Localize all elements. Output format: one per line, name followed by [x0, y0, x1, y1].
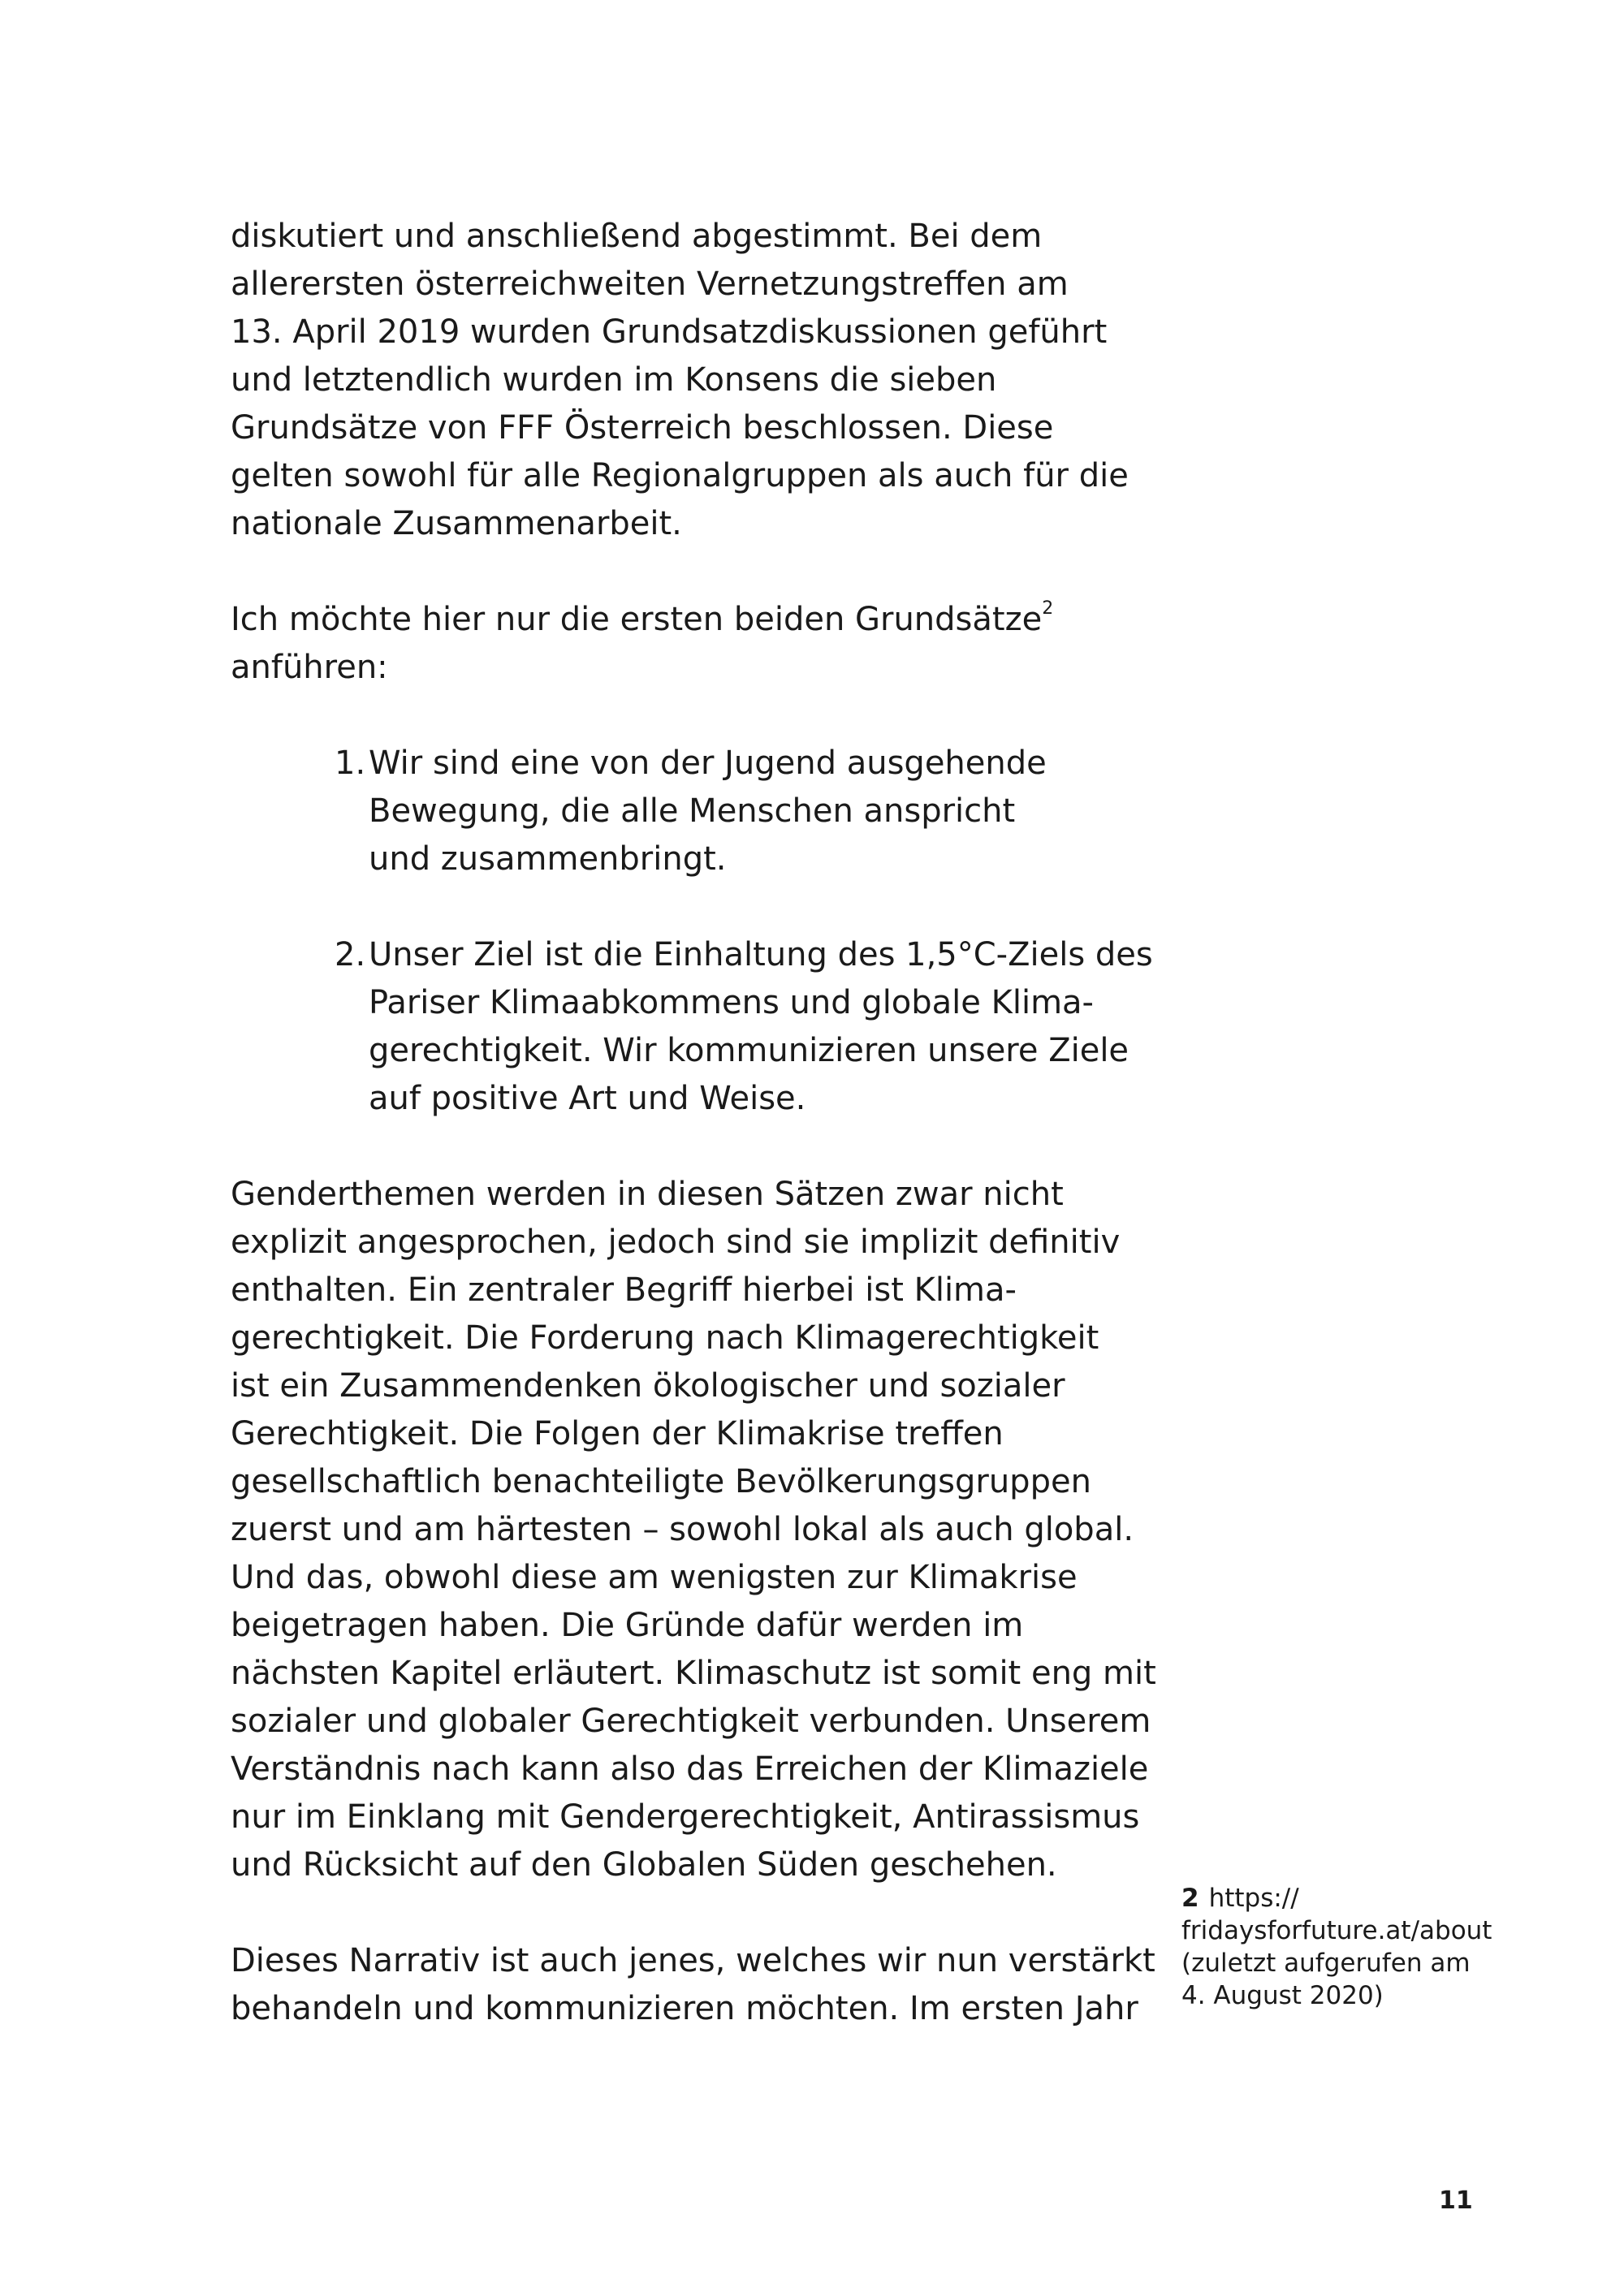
text-line: nächsten Kapitel erläutert. Klimaschutz ist somit eng mit: [231, 1655, 1156, 1692]
text-line: zuerst und am härtesten – sowohl lokal als auch global.: [231, 1511, 1134, 1548]
text-line: nur im Einklang mit Gendergerechtigkeit, Antirassismus: [231, 1798, 1140, 1836]
text-line: [231, 596, 1164, 644]
text-line: allerersten österreichweiten Vernetzungstreffen am: [231, 265, 1069, 303]
text-line: anführen:: [231, 649, 388, 686]
text-line: Genderthemen werden in diesen Sätzen zwar nicht: [231, 1176, 1064, 1213]
text-line: gesellschaftlich benachteiligte Bevölkerungsgruppen: [231, 1463, 1091, 1500]
text-line: explizit angesprochen, jedoch sind sie implizit definitiv: [231, 1224, 1121, 1261]
paragraph-principles-intro: [231, 596, 1164, 692]
text-line: diskutiert und anschließend abgestimmt. Bei dem: [231, 218, 1043, 255]
footnote-line: (zuletzt aufgerufen am: [1181, 1949, 1471, 1978]
paragraph-gender-topics: [231, 1171, 1164, 1889]
text-line: 13. April 2019 wurden Grundsatzdiskussionen geführt: [231, 313, 1108, 351]
text-line: Pariser Klimaabkommens und globale Klima-: [369, 984, 1094, 1021]
paragraph-gap: [231, 883, 1164, 931]
text-line: Verständnis nach kann also das Erreichen der Klimaziele: [231, 1750, 1149, 1788]
paragraph-gap: [231, 692, 1164, 740]
paragraph-intro: [231, 213, 1164, 548]
footnote: [1181, 1882, 1522, 2012]
text-line: Gerechtigkeit. Die Folgen der Klimakrise treffen: [231, 1415, 1004, 1452]
text-line: ist ein Zusammendenken ökologischer und sozialer: [231, 1367, 1065, 1405]
text-line: enthalten. Ein zentraler Begriff hierbei ist Klima-: [231, 1271, 1017, 1309]
text-line: und Rücksicht auf den Globalen Süden geschehen.: [231, 1846, 1057, 1884]
paragraph-gap: [231, 548, 1164, 596]
text-line: gerechtigkeit. Wir kommunizieren unsere Ziele: [369, 1032, 1129, 1069]
list-item: [231, 931, 1164, 1123]
text-line: gerechtigkeit. Die Forderung nach Klimagerechtigkeit: [231, 1319, 1099, 1357]
text-line: Dieses Narrativ ist auch jenes, welches wir nun verstärkt: [231, 1942, 1155, 1979]
text-line: und zusammenbringt.: [369, 840, 727, 878]
text-line: nationale Zusammenarbeit.: [231, 505, 682, 542]
page-number: 11: [1439, 2186, 1473, 2215]
footnote-number: 2: [1181, 1884, 1199, 1913]
footnote-line: fridaysforfuture.at/about: [1181, 1916, 1492, 1945]
text-line: behandeln und kommunizieren möchten. Im ersten Jahr: [231, 1990, 1138, 2027]
paragraph-narrative: [231, 1937, 1164, 2033]
text-line: sozialer und globaler Gerechtigkeit verbunden. Unserem: [231, 1703, 1151, 1740]
text-line: Unser Ziel ist die Einhaltung des 1,5°C-Ziels des: [369, 936, 1153, 973]
text-line: Bewegung, die alle Menschen anspricht: [369, 792, 1016, 830]
text-line: auf positive Art und Weise.: [369, 1080, 806, 1117]
footnote-line: 4. August 2020): [1181, 1981, 1384, 2010]
list-item-number: 1.: [335, 745, 366, 782]
text-line-content: Ich möchte hier nur die ersten beiden Grundsätze: [231, 601, 1043, 638]
paragraph-gap: [231, 1889, 1164, 1937]
text-line: beigetragen haben. Die Gründe dafür werden im: [231, 1607, 1024, 1644]
body-text: [231, 213, 1164, 2033]
list-item-number: 2.: [335, 936, 366, 973]
list-item: [231, 740, 1164, 883]
text-line: und letztendlich wurden im Konsens die sieben: [231, 361, 997, 399]
footnote-reference: 2: [1042, 598, 1054, 619]
text-line: Und das, obwohl diese am wenigsten zur Klimakrise: [231, 1559, 1078, 1596]
footnote-line: [1181, 1882, 1522, 1914]
text-line: Wir sind eine von der Jugend ausgehende: [369, 745, 1047, 782]
text-line: gelten sowohl für alle Regionalgruppen als auch für die: [231, 457, 1129, 494]
text-line: Grundsätze von FFF Österreich beschlossen. Diese: [231, 409, 1054, 447]
footnote-link-text: https://: [1208, 1884, 1299, 1913]
paragraph-gap: [231, 1123, 1164, 1171]
principles-list: [231, 740, 1164, 1123]
